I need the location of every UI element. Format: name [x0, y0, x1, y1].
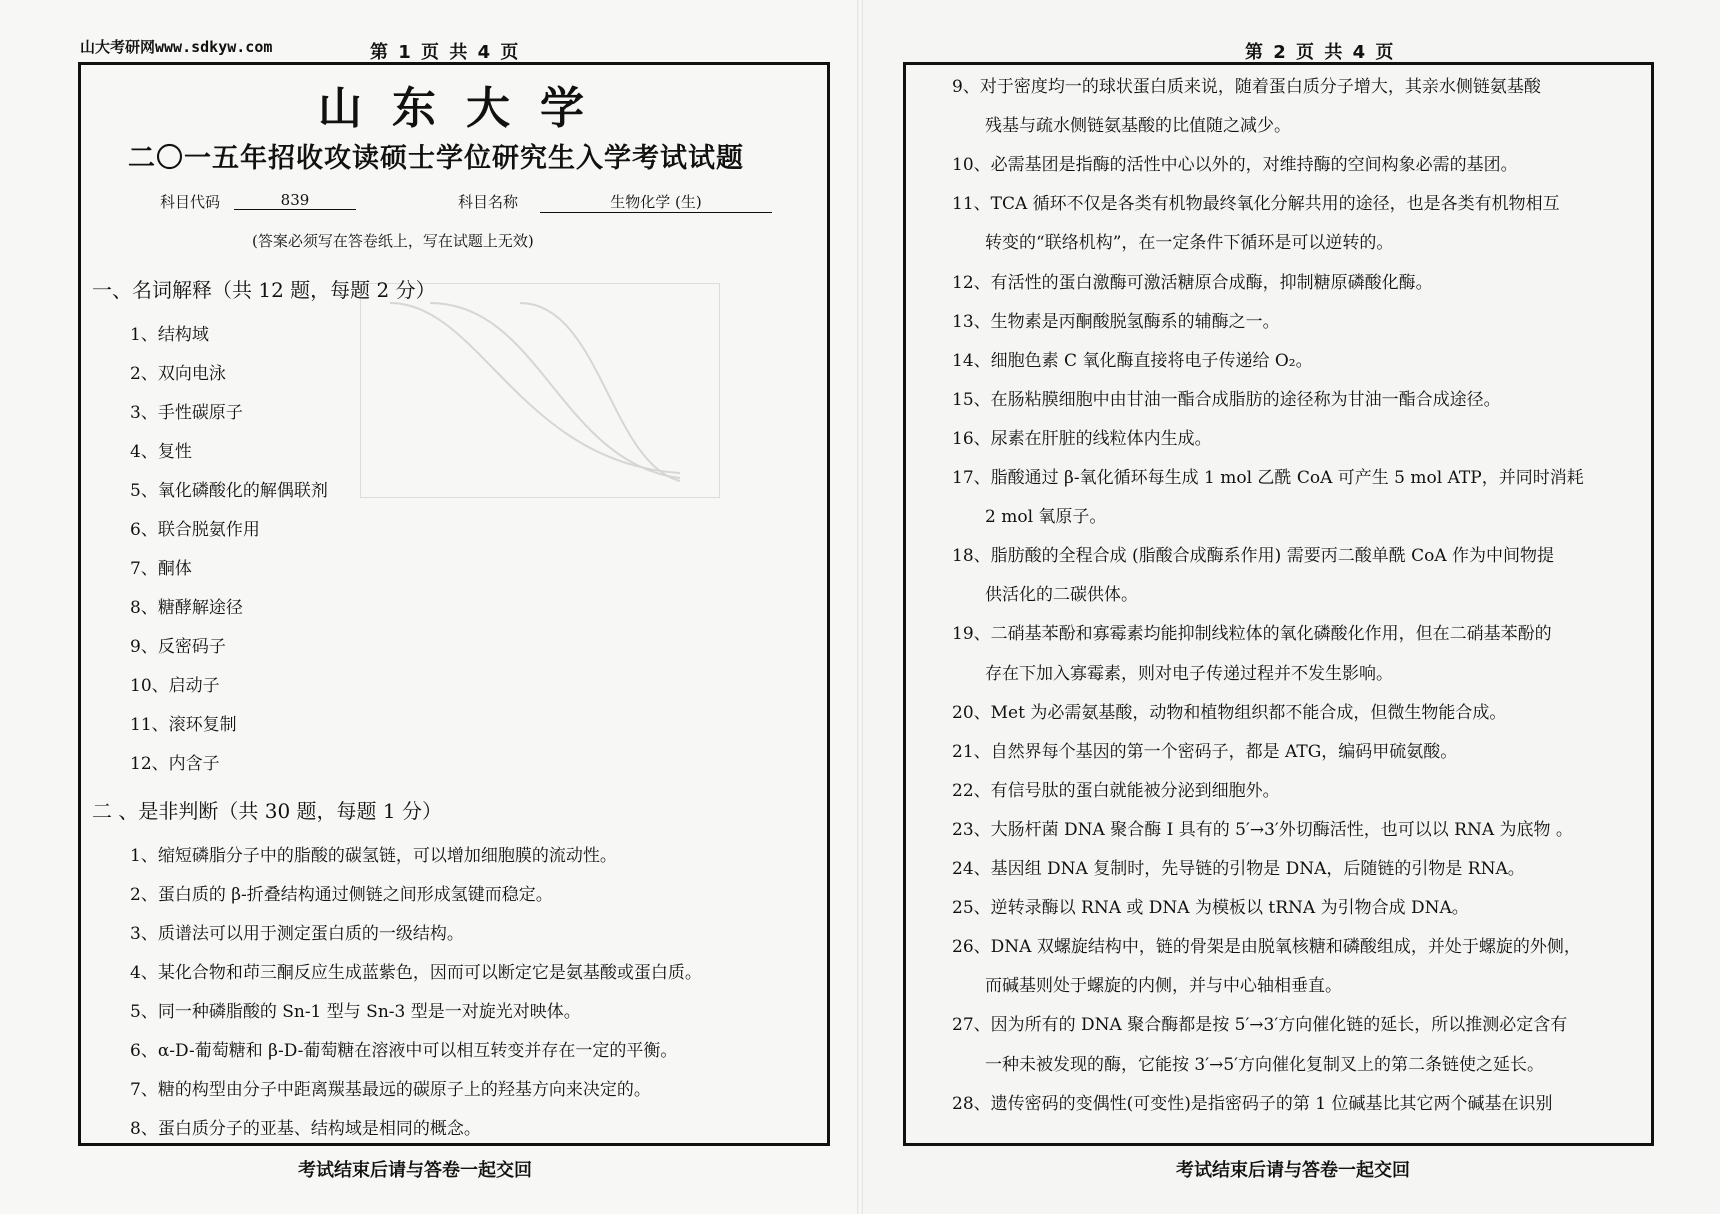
judgement-item: 18、脂肪酸的全程合成 (脂酸合成酶系作用) 需要丙二酸单酰 CoA 作为中间物提	[952, 546, 1555, 566]
judgement-item: 5、同一种磷脂酸的 Sn-1 型与 Sn-3 型是一对旋光对映体。	[130, 1002, 581, 1022]
question-continuation: 供活化的二碳供体。	[985, 585, 1138, 605]
question-continuation: 2 mol 氧原子。	[985, 507, 1107, 527]
term-item: 8、糖酵解途径	[130, 598, 243, 618]
term-item: 1、结构域	[130, 325, 209, 345]
judgement-item: 13、生物素是丙酮酸脱氢酶系的辅酶之一。	[952, 312, 1280, 332]
question-continuation: 存在下加入寡霉素，则对电子传递过程并不发生影响。	[985, 664, 1393, 684]
term-item: 7、酮体	[130, 559, 192, 579]
judgement-item: 27、因为所有的 DNA 聚合酶都是按 5′→3′方向催化链的延长，所以推测必定含有	[952, 1015, 1568, 1035]
judgement-item: 15、在肠粘膜细胞中由甘油一酯合成脂肪的途径称为甘油一酯合成途径。	[952, 390, 1501, 410]
term-item: 9、反密码子	[130, 637, 226, 657]
judgement-item: 17、脂酸通过 β-氧化循环每生成 1 mol 乙酰 CoA 可产生 5 mol ATP，并同时消耗	[952, 468, 1584, 488]
question-continuation: 而碱基则处于螺旋的内侧，并与中心轴相垂直。	[985, 976, 1342, 996]
judgement-item: 22、有信号肽的蛋白就能被分泌到细胞外。	[952, 781, 1280, 801]
footer-note-page2: 考试结束后请与答卷一起交回	[1176, 1160, 1410, 1181]
answer-notice: (答案必须写在答卷纸上，写在试题上无效)	[252, 232, 534, 250]
judgement-item: 12、有活性的蛋白激酶可激活糖原合成酶，抑制糖原磷酸化酶。	[952, 273, 1433, 293]
subject-name: 生物化学 (生)	[540, 191, 772, 213]
judgement-item: 21、自然界每个基因的第一个密码子，都是 ATG，编码甲硫氨酸。	[952, 742, 1458, 762]
judgement-item: 9、对于密度均一的球状蛋白质来说，随着蛋白质分子增大，其亲水侧链氨基酸	[952, 77, 1541, 97]
university-name: 山东大学	[318, 83, 614, 134]
judgement-item: 26、DNA 双螺旋结构中，链的骨架是由脱氧核糖和磷酸组成，并处于螺旋的外侧，	[952, 937, 1581, 957]
question-continuation: 残基与疏水侧链氨基酸的比值随之减少。	[985, 116, 1291, 136]
term-item: 3、手性碳原子	[130, 403, 243, 423]
judgement-item: 4、某化合物和茚三酮反应生成蓝紫色，因而可以断定它是氨基酸或蛋白质。	[130, 963, 702, 983]
judgement-item: 14、细胞色素 C 氧化酶直接将电子传递给 O₂。	[952, 351, 1313, 371]
term-item: 2、双向电泳	[130, 364, 226, 384]
question-continuation: 转变的“联络机构”，在一定条件下循环是可以逆转的。	[985, 233, 1394, 253]
judgement-item: 11、TCA 循环不仅是各类有机物最终氧化分解共用的途径，也是各类有机物相互	[952, 194, 1560, 214]
term-item: 5、氧化磷酸化的解偶联剂	[130, 481, 328, 501]
section1-heading: 一、名词解释（共 12 题，每题 2 分）	[92, 278, 436, 302]
judgement-item: 10、必需基团是指酶的活性中心以外的，对维持酶的空间构象必需的基团。	[952, 155, 1518, 175]
section2-heading: 二 、是非判断（共 30 题，每题 1 分）	[92, 799, 442, 823]
term-item: 6、联合脱氨作用	[130, 520, 260, 540]
judgement-item: 28、遗传密码的变偶性(可变性)是指密码子的第 1 位碱基比其它两个碱基在识别	[952, 1094, 1553, 1114]
page-number-1: 第 1 页 共 4 页	[370, 42, 521, 63]
judgement-item: 2、蛋白质的 β-折叠结构通过侧链之间形成氢键而稳定。	[130, 885, 553, 905]
judgement-item: 7、糖的构型由分子中距离羰基最远的碳原子上的羟基方向来决定的。	[130, 1080, 651, 1100]
subject-name-label: 科目名称	[458, 193, 519, 211]
subject-code: 839	[234, 191, 356, 210]
page-number-2: 第 2 页 共 4 页	[1245, 42, 1396, 63]
judgement-item: 16、尿素在肝脏的线粒体内生成。	[952, 429, 1212, 449]
term-item: 12、内含子	[130, 754, 220, 774]
page-fold	[857, 0, 863, 1214]
exam-title: 二〇一五年招收攻读硕士学位研究生入学考试试题	[128, 143, 744, 174]
judgement-item: 8、蛋白质分子的亚基、结构域是相同的概念。	[130, 1119, 481, 1139]
footer-note-page1: 考试结束后请与答卷一起交回	[298, 1160, 532, 1181]
judgement-item: 6、α-D-葡萄糖和 β-D-葡萄糖在溶液中可以相互转变并存在一定的平衡。	[130, 1041, 678, 1061]
judgement-item: 19、二硝基苯酚和寡霉素均能抑制线粒体的氧化磷酸化作用，但在二硝基苯酚的	[952, 624, 1552, 644]
question-continuation: 一种未被发现的酶，它能按 3′→5′方向催化复制叉上的第二条链使之延长。	[985, 1055, 1544, 1075]
judgement-item: 3、质谱法可以用于测定蛋白质的一级结构。	[130, 924, 464, 944]
judgement-item: 23、大肠杆菌 DNA 聚合酶 I 具有的 5′→3′外切酶活性，也可以以 RNA 为底物 。	[952, 820, 1573, 840]
right-page	[860, 0, 1720, 1214]
judgement-item: 20、Met 为必需氨基酸，动物和植物组织都不能合成，但微生物能合成。	[952, 703, 1507, 723]
judgement-item: 1、缩短磷脂分子中的脂酸的碳氢链，可以增加细胞膜的流动性。	[130, 846, 617, 866]
term-item: 4、复性	[130, 442, 192, 462]
term-item: 10、启动子	[130, 676, 220, 696]
subject-code-label: 科目代码	[160, 193, 221, 211]
judgement-item: 25、逆转录酶以 RNA 或 DNA 为模板以 tRNA 为引物合成 DNA。	[952, 898, 1469, 918]
site-watermark: 山大考研网www.sdkyw.com	[80, 38, 273, 56]
judgement-item: 24、基因组 DNA 复制时，先导链的引物是 DNA，后随链的引物是 RNA。	[952, 859, 1525, 879]
term-item: 11、滚环复制	[130, 715, 237, 735]
